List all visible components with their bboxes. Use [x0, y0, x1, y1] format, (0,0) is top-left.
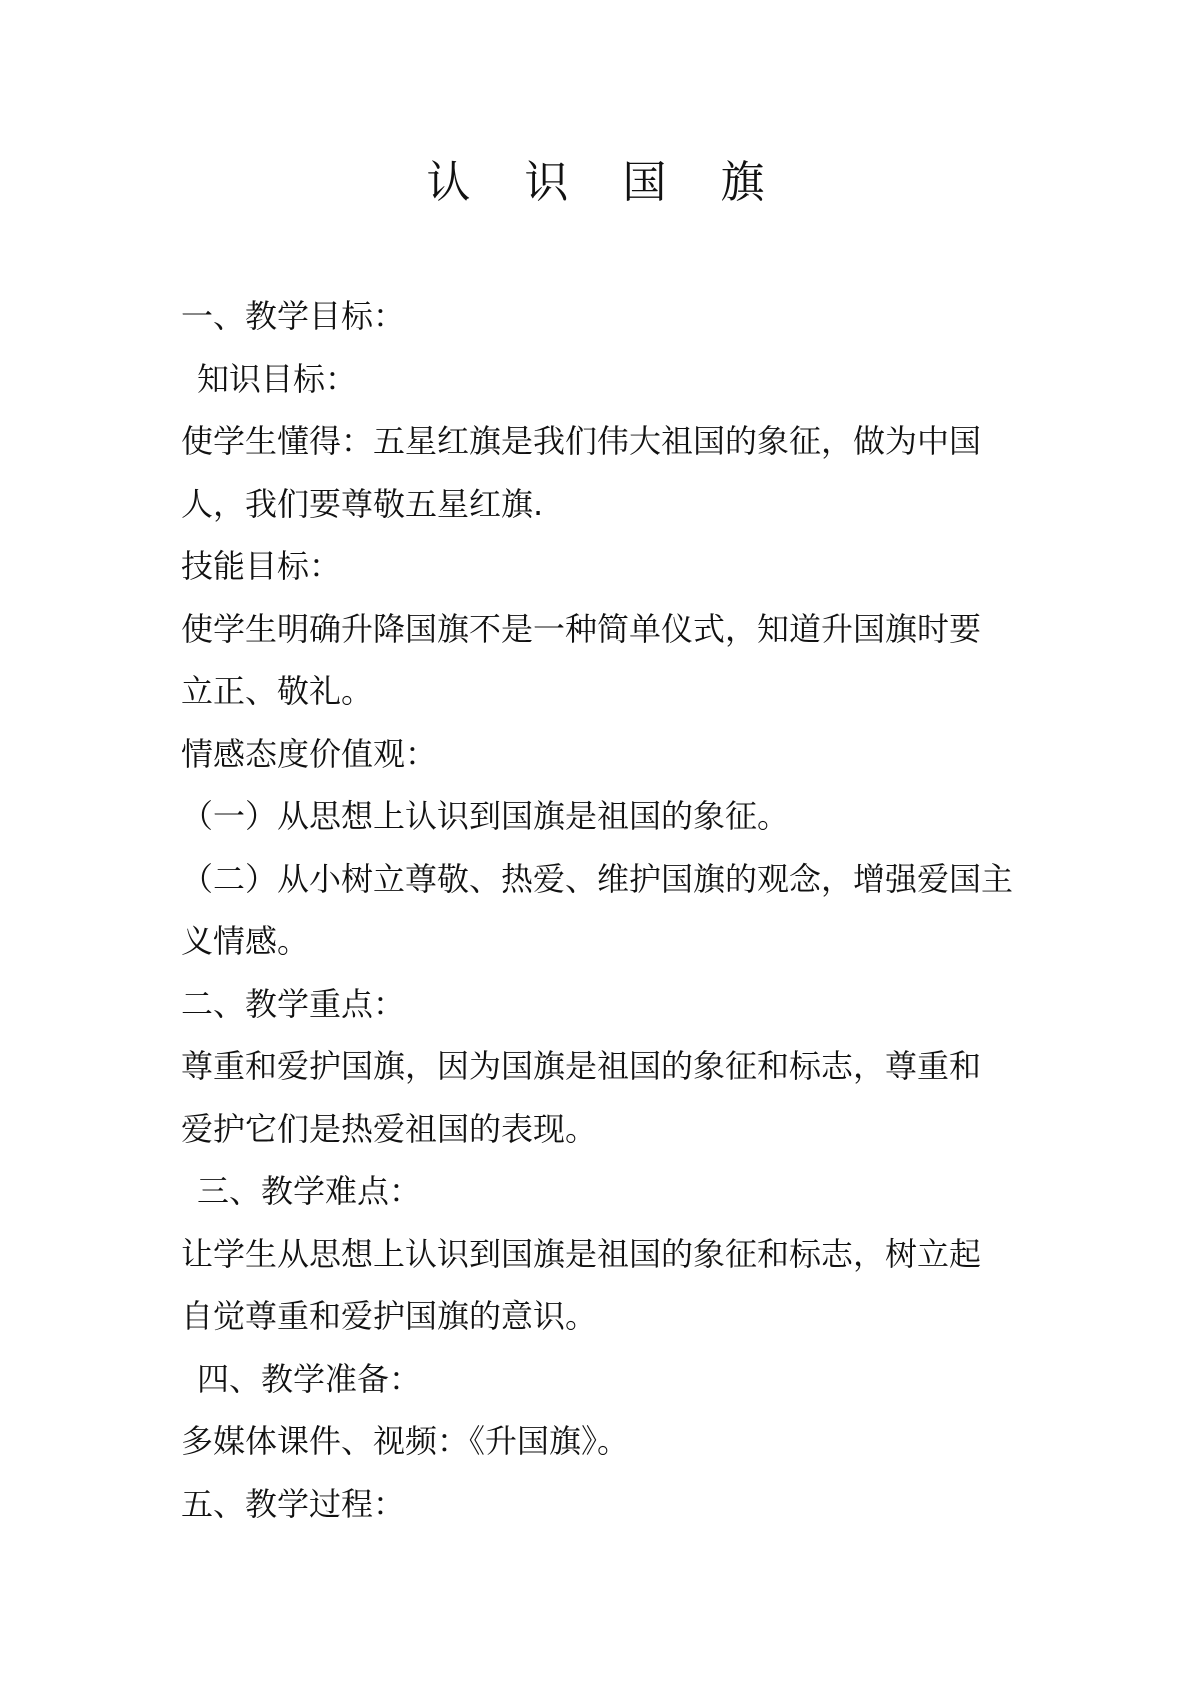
body-line: 自觉尊重和爱护国旗的意识。: [181, 1297, 598, 1335]
body-line: 立正、敬礼。: [181, 672, 374, 710]
body-line: 一、教学目标：: [181, 297, 406, 335]
body-line: 义情感。: [181, 922, 310, 960]
body-line: 使学生懂得：五星红旗是我们伟大祖国的象征，做为中国: [181, 422, 982, 460]
body-line: 人，我们要尊敬五星红旗.: [181, 484, 544, 523]
body-line: （二）从小树立尊敬、热爱、维护国旗的观念，增强爱国主: [181, 859, 1014, 898]
body-line: 五、教学过程：: [181, 1484, 406, 1523]
body-line: 情感态度价值观：: [181, 734, 438, 773]
body-line: 多媒体课件、视频：《升国旗》。: [181, 1422, 630, 1460]
document-title: 认 识 国 旗: [426, 157, 785, 208]
body-line: 爱护它们是热爱祖国的表现。: [181, 1109, 598, 1148]
body-line: 技能目标：: [181, 547, 342, 585]
body-line: 四、教学准备：: [197, 1359, 422, 1398]
body-line: 尊重和爱护国旗，因为国旗是祖国的象征和标志，尊重和: [181, 1047, 982, 1085]
body-line: 二、教学重点：: [181, 984, 406, 1023]
document-body: [181, 285, 1021, 1535]
body-line: 三、教学难点：: [197, 1172, 422, 1210]
body-line: 知识目标：: [197, 359, 358, 398]
body-line: （一）从思想上认识到国旗是祖国的象征。: [181, 797, 790, 835]
body-line: 让学生从思想上认识到国旗是祖国的象征和标志，树立起: [181, 1234, 982, 1273]
body-line: 使学生明确升降国旗不是一种简单仪式，知道升国旗时要: [181, 609, 982, 648]
